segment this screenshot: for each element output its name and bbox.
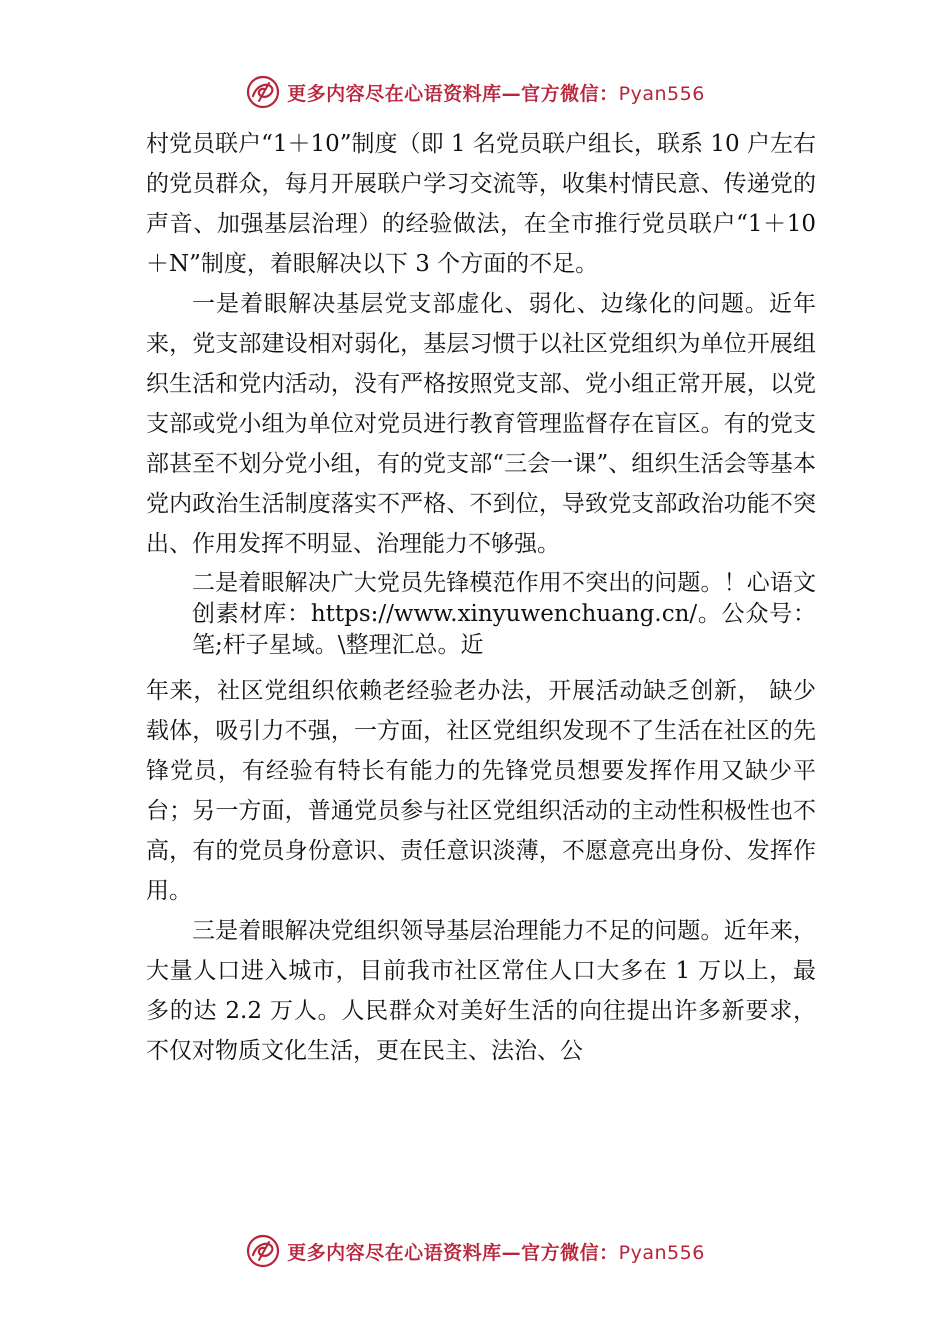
paragraph-1: 村党员联户“1＋10”制度（即 1 名党员联户组长，联系 10 户左右的党员群众，每月开展联户学习交流等，收集村情民意、传递党的声音、加强基层治理）的经验做法，在全市推行党员联户“1＋10＋N”制度，着眼解决以下 3 个方面的不足。 [146, 131, 816, 277]
header-banner [0, 72, 950, 112]
paragraph-2: 一是着眼解决基层党支部虚化、弱化、边缘化的问题。近年来，党支部建设相对弱化，基层习惯于以社区党组织为单位开展组织生活和党内活动，没有严格按照党支部、党小组正常开展，以党支部或党小组为单位对党员进行教育管理监督存在盲区。有的党支部甚至不划分党小组，有的党支部“三会一课”、组织生活会等基本党内政治生活制度落实不严格、不到位，导致党支部政治功能不突出、作用发挥不明显、治理能力不够强。 [146, 291, 816, 557]
banner-text: 更多内容尽在心语资料库—官方微信：Pyan556 [287, 82, 705, 105]
paragraph-3-continued: 年来，社区党组织依赖老经验老办法，开展活动缺乏创新， 缺少载体，吸引力不强，一方面，社区党组织发现不了生活在社区的先锋党员，有经验有特长有能力的先锋党员想要发挥作用又缺少平台；另一方面，普通党员参与社区党组织活动的主动性积极性也不高，有的党员身份意识、责任意识淡薄，不愿意亮出身份、发挥作用。 [146, 678, 816, 904]
banner-text: 更多内容尽在心语资料库—官方微信：Pyan556 [287, 1241, 705, 1264]
banner-handle: Pyan556 [618, 82, 705, 105]
swirl-logo-icon [245, 1233, 281, 1269]
banner-handle: Pyan556 [618, 1241, 705, 1264]
paragraph-3-inline: 二是着眼解决广大党员先锋模范作用不突出的问题。！心语文创素材库：https://www.xinyuwenchuang.cn/。公众号：笔;杆子星域。\整理汇总。近 [192, 570, 816, 658]
swirl-logo-icon [245, 74, 281, 110]
footer-banner [0, 1231, 950, 1271]
paragraph-4: 三是着眼解决党组织领导基层治理能力不足的问题。近年来，大量人口进入城市，目前我市社区常住人口大多在 1 万以上，最多的达 2.2 万人。人民群众对美好生活的向往提出许多新要求，不仅对物质文化生活，更在民主、法治、公 [146, 918, 816, 1064]
document-body [146, 124, 816, 1071]
